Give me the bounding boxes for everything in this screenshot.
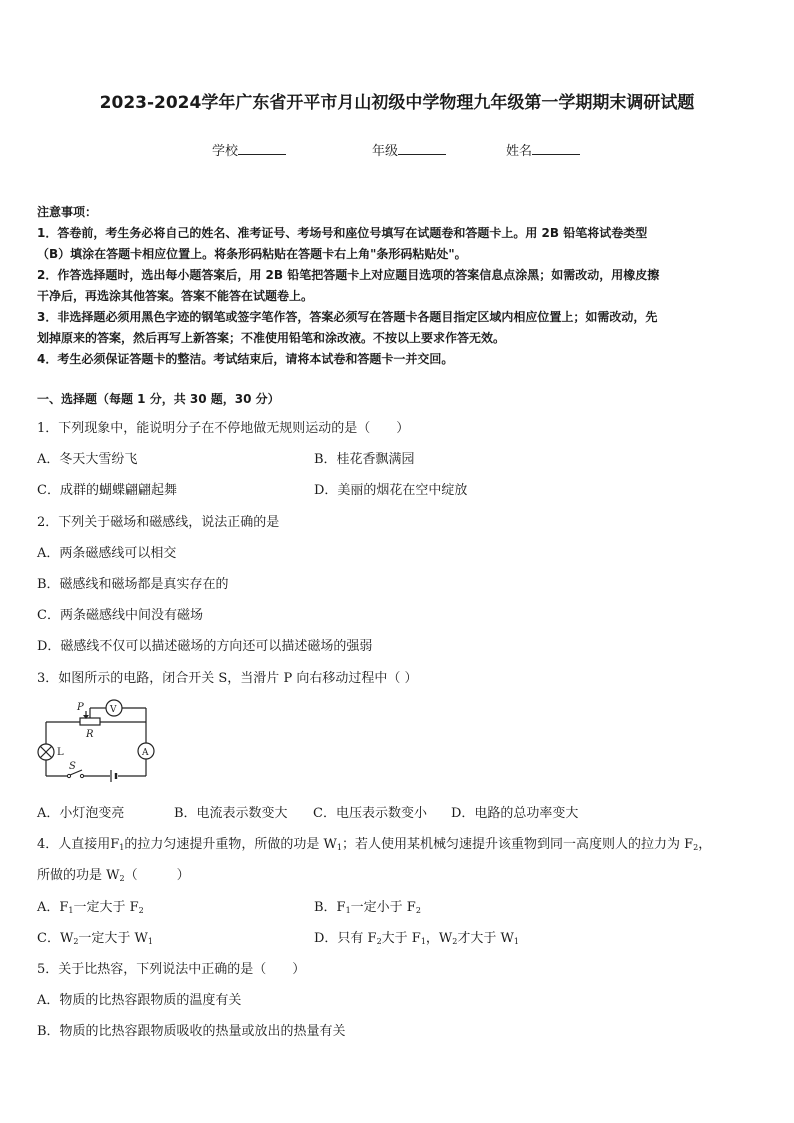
notice-heading: 注意事项： <box>37 205 98 219</box>
question-4-option-b: B．$F_1$一定小于 $F_2$ <box>314 900 421 915</box>
name-field <box>506 140 580 159</box>
notice-line: 干净后，再选涂其他答案。答案不能答在试题卷上。 <box>37 289 314 303</box>
question-4-option-a: A．$F_1$一定大于 $F_2$ <box>37 900 144 915</box>
question-4-option-d: D．只有 $F_2$大于 $F_1$，$W_2$才大于 $W_1$ <box>314 931 519 946</box>
name-blank <box>532 142 580 155</box>
grade-label: 年级 <box>372 144 399 159</box>
school-blank <box>238 142 286 155</box>
question-2-option-d: D．磁感线不仅可以描述磁场的方向还可以描述磁场的强弱 <box>37 639 373 654</box>
question-3-stem: 3．如图所示的电路，闭合开关 S，当滑片 P 向右移动过程中（ ） <box>37 671 418 686</box>
grade-blank <box>398 142 446 155</box>
question-3-option-c: C．电压表示数变小 <box>313 806 427 821</box>
question-1-option-c: C．成群的蝴蝶翩翩起舞 <box>37 483 177 498</box>
question-4-option-c: C．$W_2$一定大于 $W_1$ <box>37 931 153 946</box>
question-4-stem-line-2: 所做的功是 $W_2$（ ） <box>37 868 190 883</box>
question-3-option-a: A．小灯泡变亮 <box>37 806 125 821</box>
label-r: R <box>86 729 94 740</box>
label-v: V <box>110 705 117 715</box>
question-4-stem-line-1: 4．人直接用$F_1$的拉力匀速提升重物，所做的功是 $W_1$；若人使用某机械匀速提升该重物到同一高度则人的拉力为 $F_2$， <box>37 837 712 852</box>
question-1-option-b: B．桂花香飘满园 <box>314 452 415 467</box>
school-field <box>212 140 286 159</box>
section-heading: 一、选择题（每题 1 分，共 30 题，30 分） <box>37 392 280 406</box>
lamp-icon <box>38 744 54 760</box>
label-a: A <box>142 748 149 758</box>
question-2-option-a: A．两条磁感线可以相交 <box>37 546 177 561</box>
label-p: P <box>77 702 84 713</box>
question-1-stem: 1．下列现象中，能说明分子在不停地做无规则运动的是（ ） <box>37 421 410 436</box>
question-5-option-b: B．物质的比热容跟物质吸收的热量或放出的热量有关 <box>37 1024 346 1039</box>
grade-field <box>372 140 446 159</box>
notice-line: 4．考生必须保证答题卡的整洁。考试结束后，请将本试卷和答题卡一并交回。 <box>37 352 454 366</box>
notice-line: 1．答卷前，考生务必将自己的姓名、准考证号、考场号和座位号填写在试题卷和答题卡上。用 2B 铅笔将试卷类型 <box>37 226 648 240</box>
question-2-option-b: B．磁感线和磁场都是真实存在的 <box>37 577 229 592</box>
battery-icon <box>111 770 116 782</box>
notice-line: 2．作答选择题时，选出每小题答案后，用 2B 铅笔把答题卡上对应题目选项的答案信息点涂黑；如需改动，用橡皮擦 <box>37 268 660 282</box>
rheostat-icon <box>80 718 100 725</box>
label-s: S <box>69 761 76 772</box>
question-1-option-a: A．冬天大雪纷飞 <box>37 452 138 467</box>
question-3-option-b: B．电流表示数变大 <box>174 806 288 821</box>
question-5-stem: 5．关于比热容，下列说法中正确的是（ ） <box>37 962 306 977</box>
label-l: L <box>57 747 64 758</box>
question-3-option-d: D．电路的总功率变大 <box>451 806 579 821</box>
question-2-option-c: C．两条磁感线中间没有磁场 <box>37 608 203 623</box>
circuit-diagram <box>36 694 160 788</box>
name-label: 姓名 <box>506 144 533 159</box>
notice-line: （B）填涂在答题卡相应位置上。将条形码粘贴在答题卡右上角"条形码粘贴处"。 <box>37 247 467 261</box>
question-5-option-a: A．物质的比热容跟物质的温度有关 <box>37 993 242 1008</box>
notice-line: 划掉原来的答案，然后再写上新答案；不准使用铅笔和涂改液。不按以上要求作答无效。 <box>37 331 506 345</box>
school-label: 学校 <box>212 144 239 159</box>
question-2-stem: 2．下列关于磁场和磁感线，说法正确的是 <box>37 515 280 530</box>
page-title: 2023-2024学年广东省开平市月山初级中学物理九年级第一学期期末调研试题 <box>99 93 695 113</box>
question-1-option-d: D．美丽的烟花在空中绽放 <box>314 483 468 498</box>
notice-line: 3．非选择题必须用黑色字迹的钢笔或签字笔作答，答案必须写在答题卡各题目指定区域内相应位置上；如需改动，先 <box>37 310 658 324</box>
